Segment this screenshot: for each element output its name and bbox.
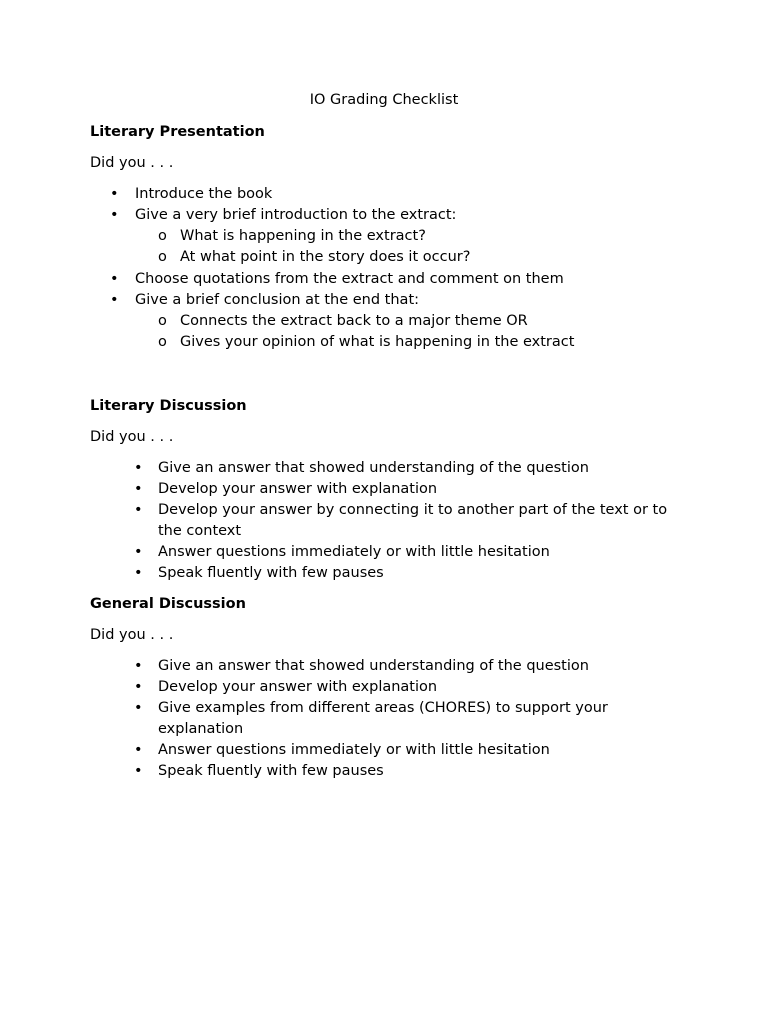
sub-list [90, 226, 690, 268]
checklist [90, 458, 690, 584]
list-item-text: Choose quotations from the extract and comment on them [135, 271, 564, 287]
document-title: IO Grading Checklist [309, 92, 459, 108]
bullet-icon: • [134, 544, 143, 560]
list-item-text: Develop your answer with explanation [158, 481, 438, 497]
section-literary-discussion [90, 396, 690, 584]
section-heading: Literary Discussion [90, 398, 247, 414]
list-item [90, 542, 678, 563]
sub-bullet-icon: o [158, 313, 167, 329]
list-item [90, 205, 690, 226]
sub-list-item-text: At what point in the story does it occur? [180, 249, 471, 265]
list-item [90, 458, 678, 479]
sub-list-item-text: Connects the extract back to a major theme OR [180, 313, 528, 329]
list-item-text: Develop your answer by connecting it to another part of the text or to the context [158, 502, 668, 539]
list-item-text: Answer questions immediately or with little hesitation [158, 544, 550, 560]
list-item-text: Give a very brief introduction to the extract: [135, 207, 457, 223]
sub-list-wrapper [90, 226, 690, 268]
section-lead: Did you . . . [90, 627, 174, 643]
list-item [90, 656, 678, 677]
section-general-discussion [90, 594, 690, 782]
bullet-icon: • [134, 481, 143, 497]
checklist [90, 184, 690, 353]
bullet-icon: • [134, 502, 143, 518]
list-item [90, 500, 678, 542]
bullet-icon: • [110, 292, 119, 308]
sub-list-item-text: What is happening in the extract? [180, 228, 426, 244]
section-lead: Did you . . . [90, 429, 174, 445]
list-item [90, 563, 678, 584]
bullet-icon: • [110, 186, 119, 202]
sub-list-item [90, 226, 690, 247]
section-literary-presentation [90, 122, 690, 353]
checklist [90, 656, 690, 782]
bullet-icon: • [134, 658, 143, 674]
sub-list-item-text: Gives your opinion of what is happening in the extract [180, 334, 575, 350]
section-lead: Did you . . . [90, 155, 174, 171]
sub-bullet-icon: o [158, 334, 167, 350]
sub-list-item [90, 247, 690, 268]
list-item [90, 269, 690, 290]
bullet-icon: • [134, 460, 143, 476]
list-item-text: Answer questions immediately or with little hesitation [158, 742, 550, 758]
sub-bullet-icon: o [158, 249, 167, 265]
sub-bullet-icon: o [158, 228, 167, 244]
sub-list-item [90, 311, 690, 332]
sub-list-item [90, 332, 690, 353]
bullet-icon: • [134, 763, 143, 779]
list-item-text: Speak fluently with few pauses [158, 565, 384, 581]
list-item [90, 677, 678, 698]
list-item [90, 761, 678, 782]
bullet-icon: • [134, 742, 143, 758]
list-item [90, 698, 678, 740]
section-heading: General Discussion [90, 596, 246, 612]
bullet-icon: • [134, 679, 143, 695]
list-item [90, 290, 690, 311]
bullet-icon: • [134, 565, 143, 581]
bullet-icon: • [110, 207, 119, 223]
bullet-icon: • [110, 271, 119, 287]
section-heading: Literary Presentation [90, 124, 265, 140]
list-item [90, 184, 690, 205]
sub-list-wrapper [90, 311, 690, 353]
list-item-text: Give examples from different areas (CHORES) to support your explanation [158, 700, 608, 737]
list-item [90, 479, 678, 500]
list-item [90, 740, 678, 761]
list-item-text: Give an answer that showed understanding of the question [158, 658, 589, 674]
list-item-text: Give a brief conclusion at the end that: [135, 292, 420, 308]
bullet-icon: • [134, 700, 143, 716]
list-item-text: Introduce the book [135, 186, 273, 202]
list-item-text: Give an answer that showed understanding of the question [158, 460, 589, 476]
list-item-text: Speak fluently with few pauses [158, 763, 384, 779]
sub-list [90, 311, 690, 353]
list-item-text: Develop your answer with explanation [158, 679, 438, 695]
